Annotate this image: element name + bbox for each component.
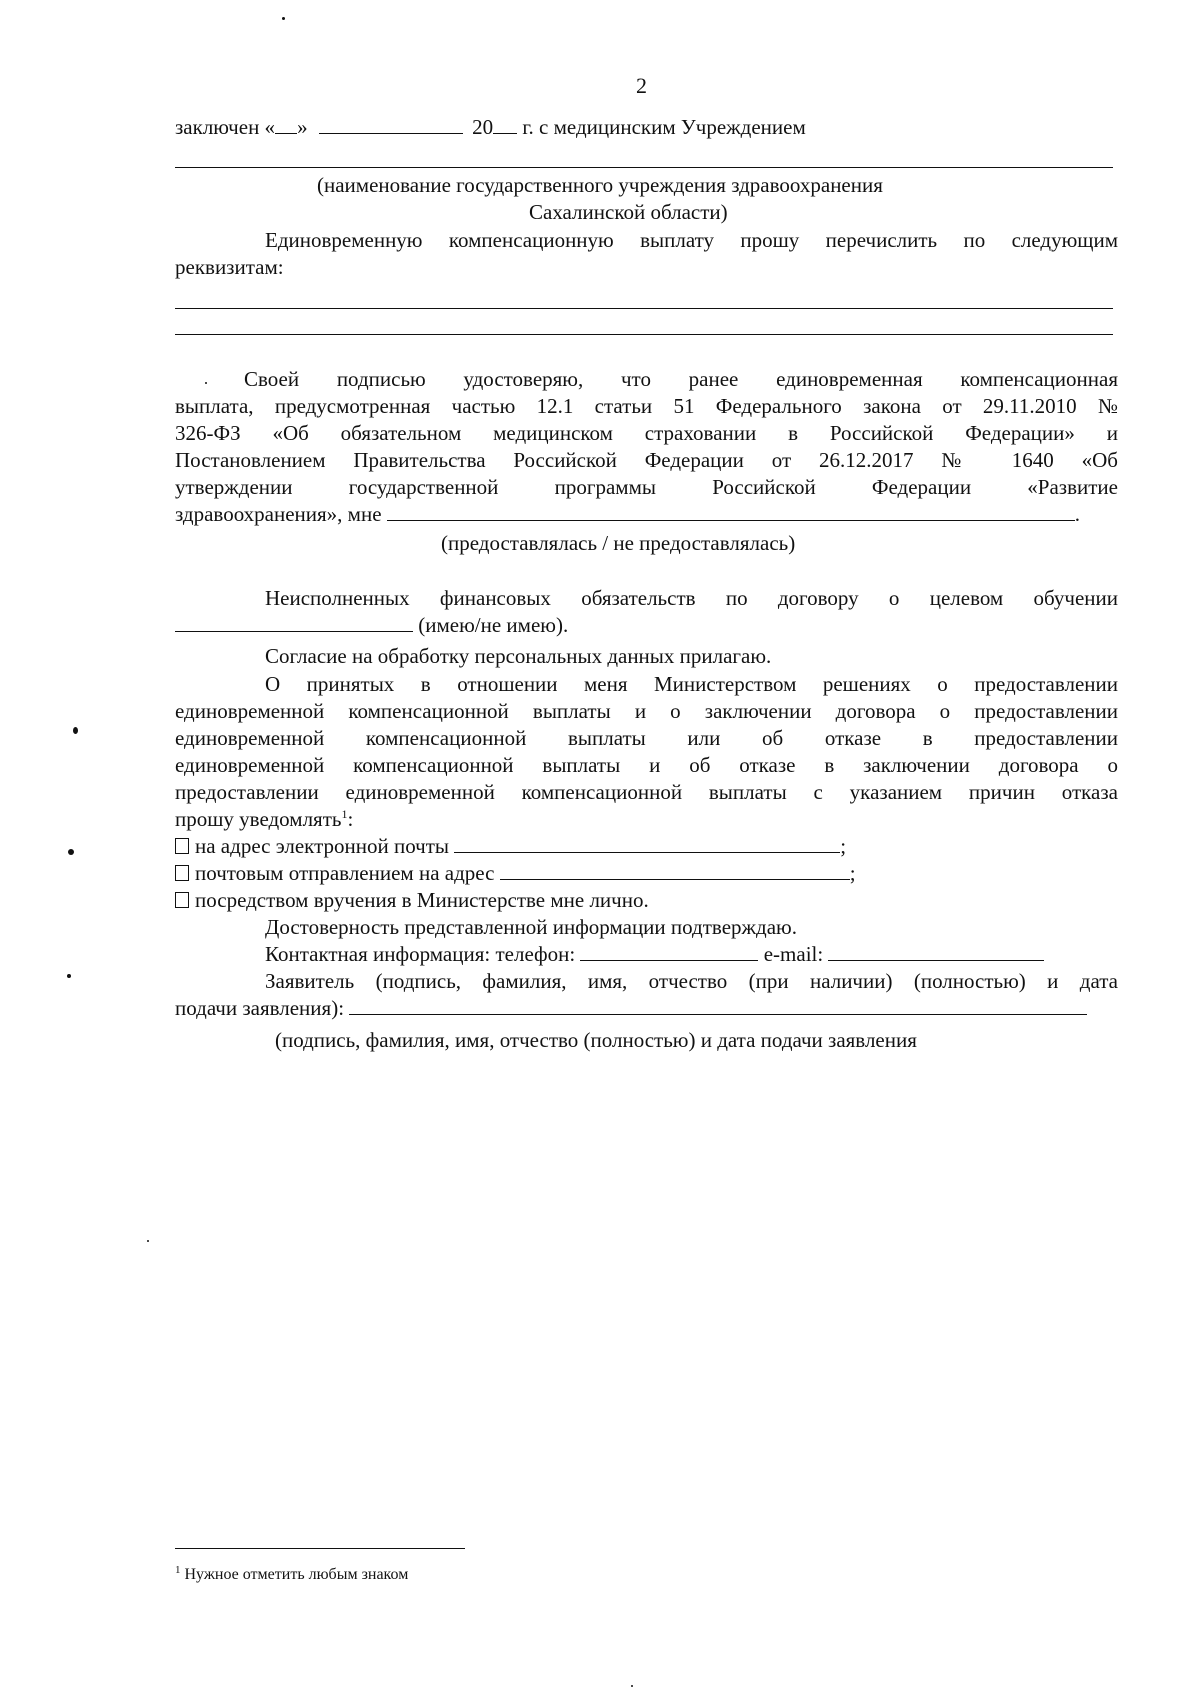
notification-line-5: предоставлении единовременной компенсационной выплаты с указанием причин отказа	[175, 780, 1118, 804]
certification-line-5: утверждении государственной программы Российской Федерации «Развитие	[175, 475, 1118, 499]
footnote	[175, 1566, 408, 1584]
obligations-line-1: Неисполненных финансовых обязательств по договору о целевом обучении	[265, 586, 1118, 610]
scan-speck	[282, 17, 285, 20]
option-email-checkbox[interactable]	[175, 838, 189, 854]
contract-suffix: г. с медицинским Учреждением	[522, 115, 806, 139]
certification-caption: (предоставлялась / не предоставлялась)	[441, 531, 796, 555]
notification-line-6-colon: :	[347, 807, 354, 831]
month-blank[interactable]	[319, 115, 463, 134]
consent-text: Согласие на обработку персональных данных прилагаю.	[265, 644, 772, 668]
contract-prefix: заключен «	[175, 115, 276, 139]
contract-quote-close: »	[297, 115, 308, 139]
applicant-line-2-text: подачи заявления):	[175, 996, 345, 1020]
option-post-blank[interactable]	[500, 861, 850, 880]
option-post	[175, 860, 856, 887]
contact-line	[265, 941, 1044, 968]
option-post-label: почтовым отправлением на адрес	[195, 861, 495, 885]
institution-caption-1: (наименование государственного учреждения здравоохранения	[317, 173, 883, 197]
applicant-signature-blank[interactable]	[349, 996, 1087, 1015]
certification-line-2: выплата, предусмотренная частью 12.1 статьи 51 Федерального закона от 29.11.2010 №	[175, 394, 1118, 418]
certification-line-6	[175, 501, 1080, 528]
applicant-line-1: Заявитель (подпись, фамилия, имя, отчество (при наличии) (полностью) и дата	[265, 969, 1118, 993]
institution-caption-2: Сахалинской области)	[529, 200, 728, 224]
notification-line-2: единовременной компенсационной выплаты и о заключении договора о предоставлении	[175, 699, 1118, 723]
payment-line-2: реквизитам:	[175, 255, 284, 279]
contact-label: Контактная информация: телефон:	[265, 942, 576, 966]
email-label: e-mail:	[763, 942, 824, 966]
option-email-blank[interactable]	[454, 834, 840, 853]
footnote-ref: 1	[341, 807, 348, 821]
certification-line-4: Постановлением Правительства Российской Федерации от 26.12.2017 № 1640 «Об	[175, 448, 1118, 472]
notification-line-6-text: прошу уведомлять	[175, 807, 342, 831]
option-post-end: ;	[849, 861, 856, 885]
notification-line-4: единовременной компенсационной выплаты и об отказе в заключении договора о	[175, 753, 1118, 777]
scan-speck	[205, 382, 207, 384]
option-in-person-checkbox[interactable]	[175, 892, 189, 908]
certification-line-6-prefix: здравоохранения», мне	[175, 502, 382, 526]
payment-details-line-2[interactable]	[175, 334, 1113, 335]
obligations-line-2	[175, 612, 568, 639]
applicant-line-2	[175, 995, 1087, 1022]
page-number: 2	[636, 73, 647, 98]
confirmation-text: Достоверность представленной информации подтверждаю.	[265, 915, 797, 939]
notification-line-6	[175, 806, 353, 833]
footnote-number: 1	[175, 1564, 181, 1576]
option-in-person	[175, 887, 649, 914]
option-post-checkbox[interactable]	[175, 865, 189, 881]
certification-line-3: 326-ФЗ «Об обязательном медицинском страховании в Российской Федерации» и	[175, 421, 1118, 445]
payment-details-line-1[interactable]	[175, 308, 1113, 309]
option-email-end: ;	[840, 834, 847, 858]
institution-name-line[interactable]	[175, 167, 1113, 168]
option-email-label: на адрес электронной почты	[195, 834, 450, 858]
obligations-line-2-suffix: (имею/не имею).	[418, 613, 569, 637]
obligations-blank[interactable]	[175, 613, 413, 632]
footnote-separator	[175, 1548, 465, 1549]
scan-speck	[67, 974, 71, 978]
email-blank[interactable]	[828, 942, 1044, 961]
contract-year-prefix: 20	[472, 115, 494, 139]
option-in-person-label: посредством вручения в Министерстве мне лично.	[195, 888, 649, 912]
scan-speck	[631, 1685, 633, 1687]
option-email	[175, 833, 846, 860]
contract-date-line	[175, 114, 806, 141]
notification-line-3: единовременной компенсационной выплаты или об отказе в предоставлении	[175, 726, 1118, 750]
year-blank[interactable]	[493, 115, 517, 134]
scan-speck	[68, 849, 74, 855]
footnote-text: Нужное отметить любым знаком	[184, 1566, 409, 1583]
certification-line-1: Своей подписью удостоверяю, что ранее единовременная компенсационная	[244, 367, 1118, 391]
scan-speck	[73, 727, 78, 734]
day-blank[interactable]	[275, 115, 297, 134]
certification-line-6-end: .	[1074, 502, 1081, 526]
scan-speck	[147, 1240, 149, 1242]
applicant-caption: (подпись, фамилия, имя, отчество (полностью) и дата подачи заявления	[275, 1028, 917, 1052]
payment-line-1: Единовременную компенсационную выплату прошу перечислить по следующим	[265, 228, 1118, 252]
notification-line-1: О принятых в отношении меня Министерством решениях о предоставлении	[265, 672, 1118, 696]
phone-blank[interactable]	[580, 942, 758, 961]
certification-status-blank[interactable]	[387, 502, 1075, 521]
